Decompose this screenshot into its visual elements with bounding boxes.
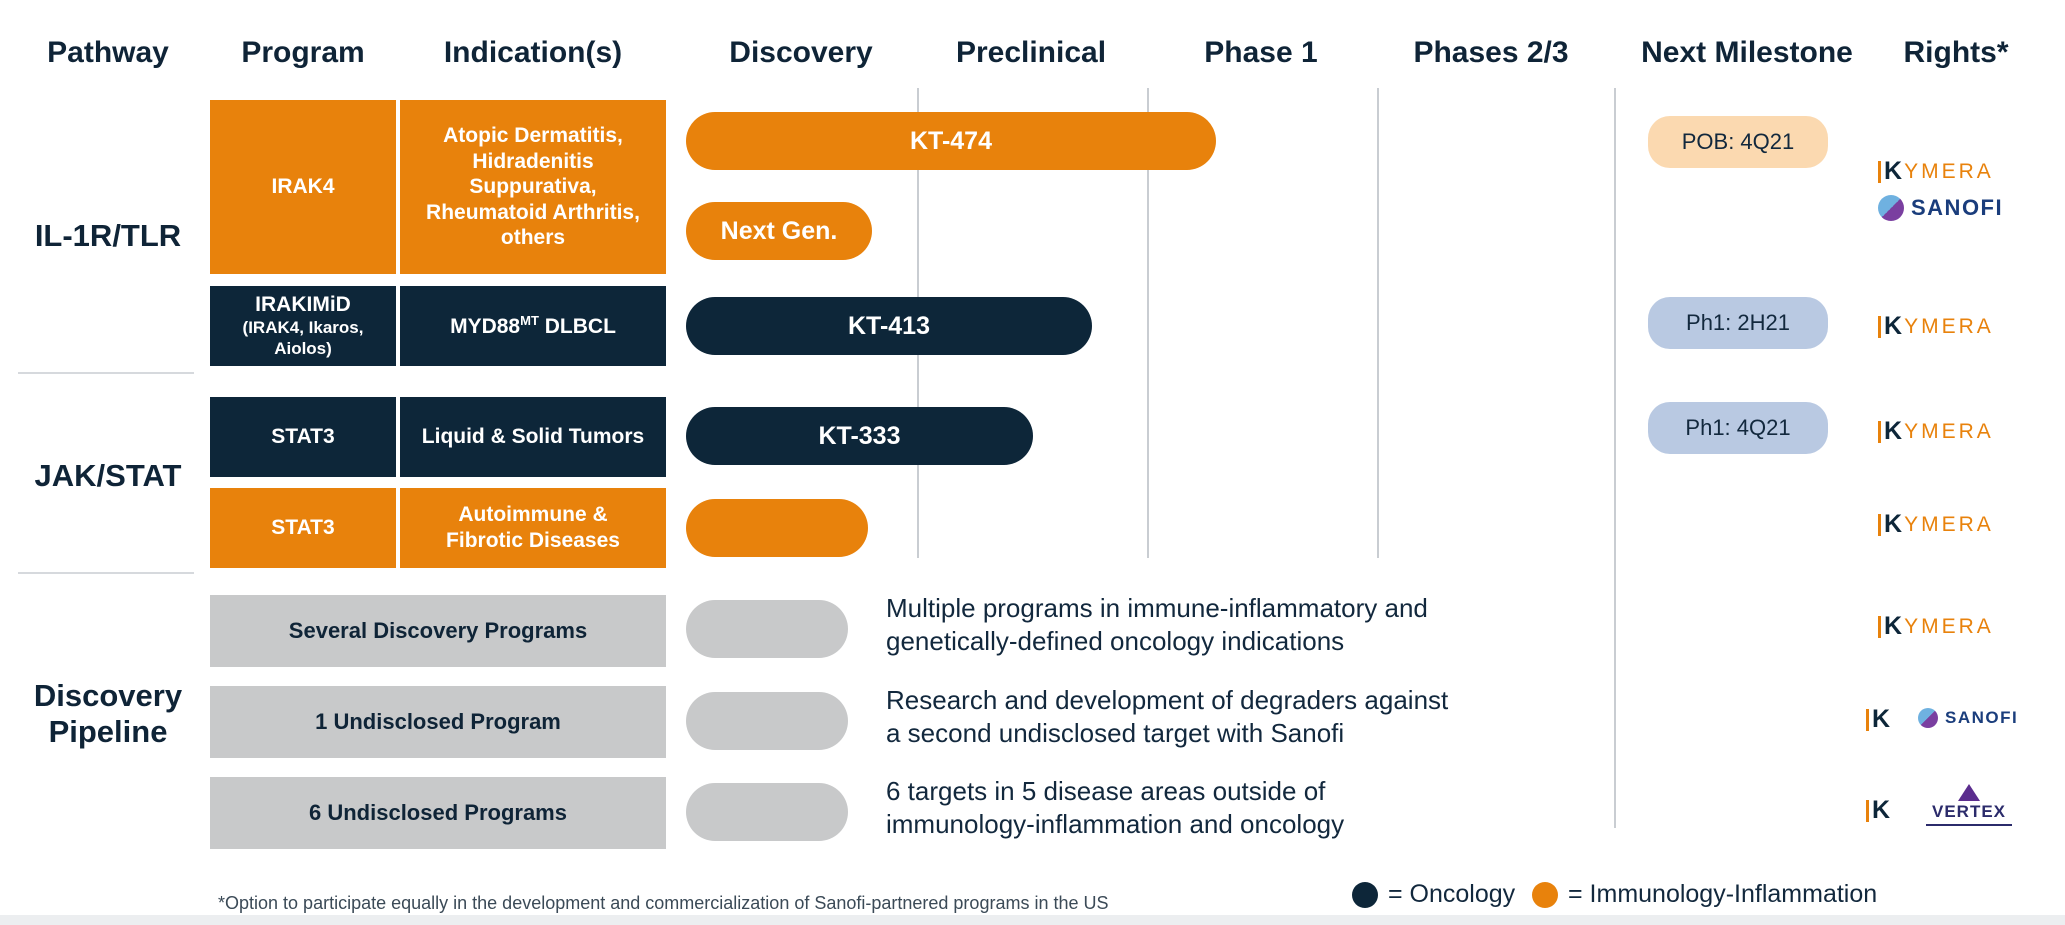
indication-line-3: Rheumatoid Arthritis, — [426, 200, 640, 224]
program-box-irak4: IRAK4 — [210, 100, 396, 274]
vertex-wordmark: VERTEX — [1931, 802, 2007, 821]
rights-logo-kymera-vertex — [1866, 796, 1892, 825]
legend-label-oncology: = Oncology — [1388, 880, 1516, 908]
kymera-k-letter: K — [1884, 157, 1903, 185]
rights-logo-sanofi-1 — [1878, 195, 2003, 221]
progress-bar-one-undisclosed — [686, 692, 848, 750]
note-six-undisclosed — [886, 775, 1506, 842]
legend-immunology — [1532, 880, 1877, 909]
legend-label-immunology: = Immunology-Inflammation — [1568, 880, 1878, 908]
milestone-pill-ph1-2h21: Ph1: 2H21 — [1648, 297, 1828, 349]
indication-line-2: Fibrotic Diseases — [446, 529, 620, 552]
kymera-tick-icon — [1878, 421, 1881, 443]
column-header-rights: Rights* — [1903, 36, 2009, 69]
column-header-program: Program — [241, 36, 365, 69]
column-header-phase1: Phase 1 — [1204, 36, 1318, 69]
pathway-label-discovery-line2: Pipeline — [48, 713, 168, 749]
indication-box-irak4 — [400, 100, 666, 274]
milestone-divider — [1614, 88, 1616, 828]
phase-divider-phases23 — [1377, 88, 1379, 558]
progress-bar-stat3-immunology — [686, 499, 868, 557]
note-one-undisclosed — [886, 684, 1506, 751]
kymera-k-letter: K — [1872, 796, 1891, 824]
program-subtitle: (IRAK4, Ikaros, Aiolos) — [242, 318, 364, 358]
program-name: IRAKIMiD — [255, 293, 351, 317]
rights-logo-kymera-sanofi — [1866, 705, 1892, 734]
progress-bar-kt-413: KT-413 — [686, 297, 1092, 355]
column-header-discovery: Discovery — [729, 36, 873, 69]
indication-line-1: Atopic Dermatitis, — [443, 123, 623, 147]
progress-bar-kt-333: KT-333 — [686, 407, 1033, 465]
sanofi-mark-icon — [1918, 708, 1938, 728]
indication-line-2: Hidradenitis Suppurativa, — [469, 149, 597, 199]
milestone-pill-pob-4q21: POB: 4Q21 — [1648, 116, 1828, 168]
column-header-indication: Indication(s) — [443, 36, 623, 69]
milestone-pill-ph1-4q21: Ph1: 4Q21 — [1648, 402, 1828, 454]
indication-box-liquid-solid-tumors: Liquid & Solid Tumors — [400, 397, 666, 477]
sanofi-wordmark: SANOFI — [1911, 195, 2004, 220]
indication-text: $MYD88^{MT}$ DLBCL — [450, 312, 616, 338]
column-header-pathway: Pathway — [47, 36, 169, 69]
kymera-tick-icon — [1878, 514, 1881, 536]
kymera-k-letter: K — [1884, 417, 1903, 445]
legend-dot-immunology-icon — [1532, 882, 1558, 908]
rights-logo-kymera-3 — [1878, 417, 1994, 446]
program-box-six-undisclosed: 6 Undisclosed Programs — [210, 777, 666, 849]
column-header-preclinical: Preclinical — [955, 36, 1107, 69]
rights-logo-sanofi-2 — [1918, 708, 2018, 728]
footnote-text: *Option to participate equally in the development and commercialization of Sanofi-partnered programs in the US — [218, 893, 1109, 913]
rights-logo-vertex — [1926, 784, 2012, 826]
progress-bar-kt-474: KT-474 — [686, 112, 1216, 170]
pathway-label-discovery-pipeline — [10, 678, 206, 749]
kymera-wordmark: YMERA — [1904, 159, 1994, 183]
kymera-wordmark: YMERA — [1904, 614, 1994, 638]
column-header-next-milestone: Next Milestone — [1641, 36, 1853, 69]
rights-logo-kymera-5 — [1878, 612, 1994, 641]
indication-box-autoimmune-fibrotic — [400, 488, 666, 568]
sanofi-mark-icon — [1878, 195, 1904, 221]
myd88-superscript: MT — [520, 312, 539, 328]
rights-logo-kymera-2 — [1878, 312, 1994, 341]
note-line-1: Multiple programs in immune-inflammatory and — [886, 593, 1428, 623]
pathway-divider-1 — [18, 372, 194, 374]
pathway-label-jak-stat: JAK/STAT — [34, 458, 182, 493]
kymera-wordmark: YMERA — [1904, 314, 1994, 338]
pathway-label-discovery-line1: Discovery — [33, 678, 183, 713]
indication-box-myd88-dlbcl — [400, 286, 666, 366]
legend-dot-oncology-icon — [1352, 882, 1378, 908]
kymera-tick-icon — [1878, 316, 1881, 338]
pathway-divider-2 — [18, 572, 194, 574]
rights-logo-kymera-4 — [1878, 510, 1994, 539]
progress-bar-several-discovery — [686, 600, 848, 658]
note-line-2: a second undisclosed target with Sanofi — [886, 718, 1345, 749]
program-box-one-undisclosed: 1 Undisclosed Program — [210, 686, 666, 758]
legend-oncology — [1352, 880, 1515, 909]
kymera-k-letter: K — [1884, 312, 1903, 340]
kymera-k-letter: K — [1884, 510, 1903, 538]
kymera-wordmark: YMERA — [1904, 512, 1994, 536]
progress-bar-six-undisclosed — [686, 783, 848, 841]
note-line-2: immunology-inflammation and oncology — [886, 809, 1345, 840]
kymera-tick-icon — [1878, 616, 1881, 638]
kymera-tick-icon — [1878, 161, 1881, 183]
program-box-irakimid — [210, 286, 396, 366]
vertex-underline — [1926, 824, 2012, 826]
note-line-2: genetically-defined oncology indications — [886, 626, 1345, 657]
indication-line-4: others — [500, 226, 566, 250]
program-box-stat3-immunology: STAT3 — [210, 488, 396, 568]
note-line-1: Research and development of degraders against — [886, 685, 1449, 715]
note-line-1: 6 targets in 5 disease areas outside of — [886, 776, 1326, 806]
kymera-k-letter: K — [1884, 612, 1903, 640]
program-box-several-discovery-programs: Several Discovery Programs — [210, 595, 666, 667]
vertex-triangle-icon — [1958, 784, 1980, 801]
kymera-k-letter: K — [1872, 705, 1891, 733]
program-box-stat3-oncology: STAT3 — [210, 397, 396, 477]
kymera-tick-icon — [1866, 800, 1869, 822]
rights-logo-kymera-1 — [1878, 157, 1994, 186]
column-header-phases23: Phases 2/3 — [1413, 36, 1569, 69]
pathway-label-il1r-tlr: IL-1R/TLR — [34, 218, 182, 253]
kymera-wordmark: YMERA — [1904, 419, 1994, 443]
sanofi-wordmark: SANOFI — [1945, 708, 2019, 727]
kymera-tick-icon — [1866, 709, 1869, 731]
bottom-bar — [0, 915, 2065, 925]
note-several-discovery — [886, 592, 1486, 659]
progress-bar-next-gen: Next Gen. — [686, 202, 872, 260]
indication-line-1: Autoimmune & — [458, 503, 608, 527]
